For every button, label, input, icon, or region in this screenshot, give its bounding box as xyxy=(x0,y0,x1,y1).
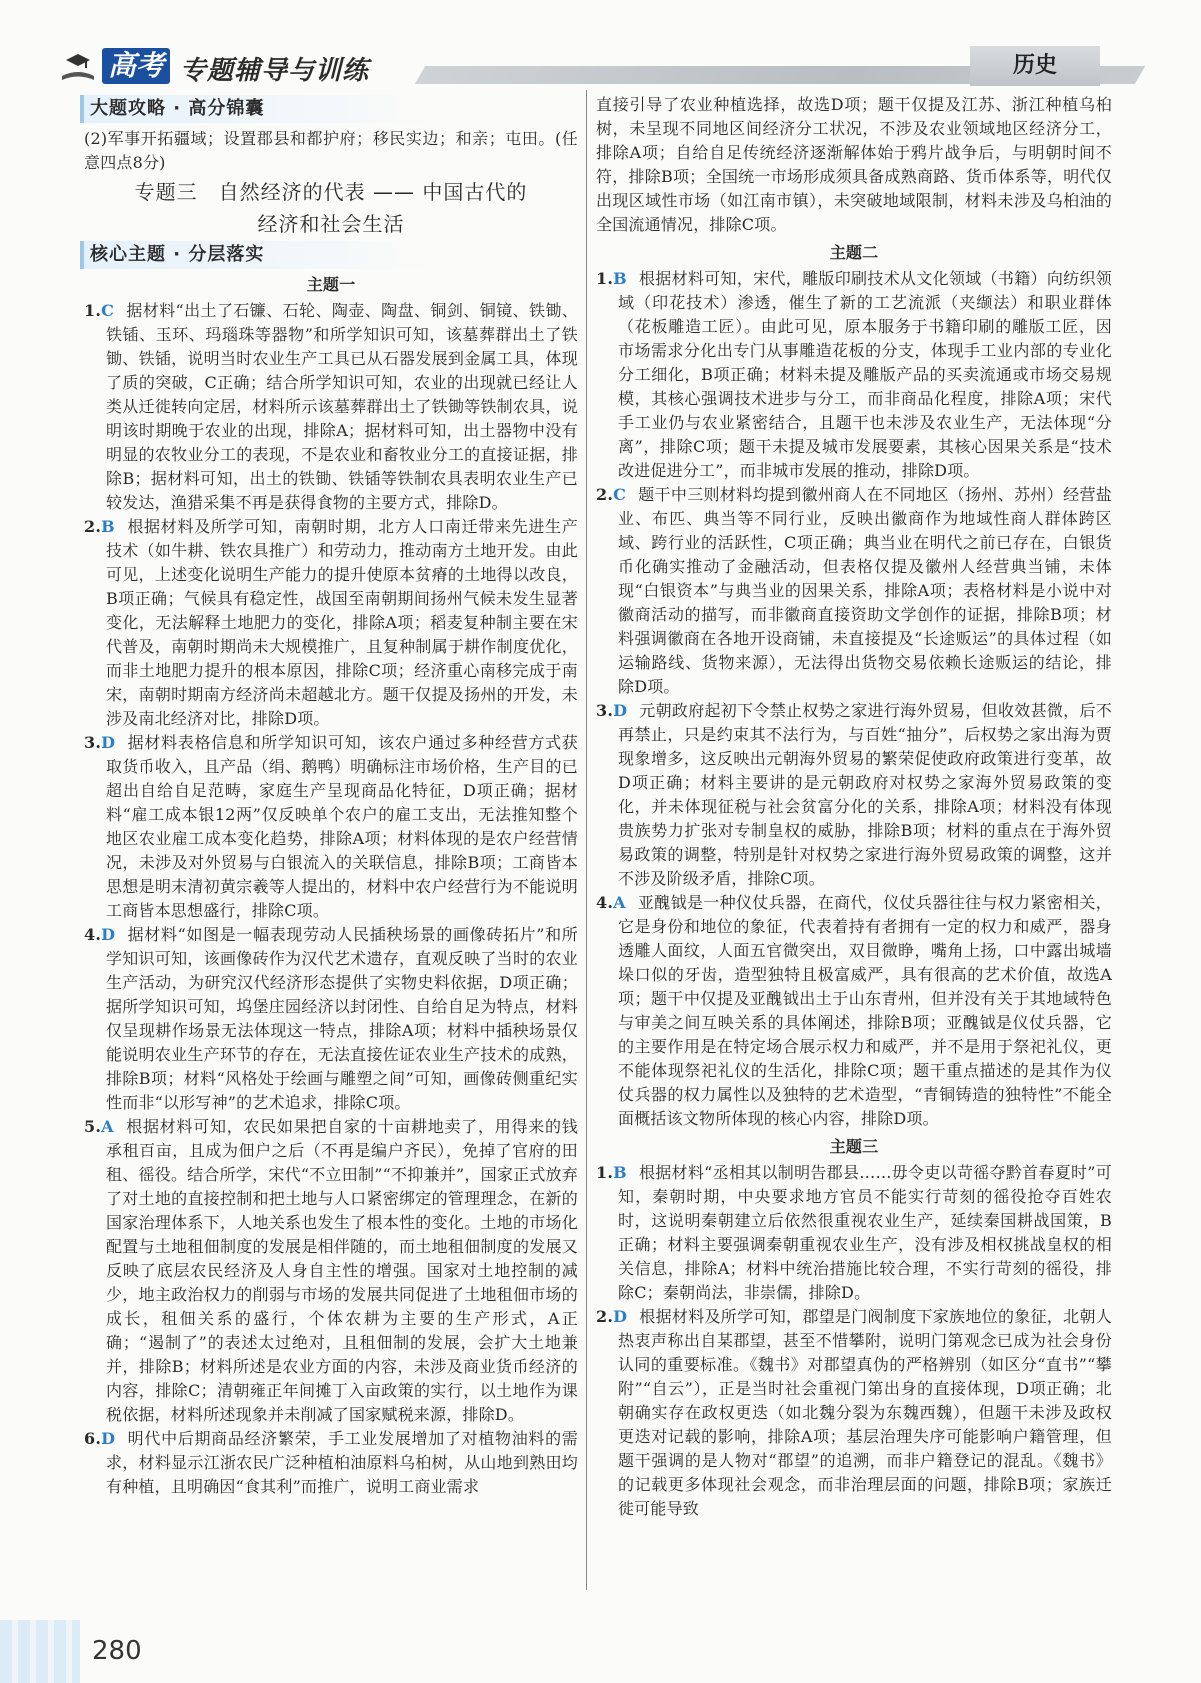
item-number: 1. xyxy=(596,1163,614,1182)
theme-heading: 主题三 xyxy=(829,1137,879,1156)
left-column xyxy=(84,93,578,1499)
item-number: 5. xyxy=(84,1117,102,1136)
answer-letter: D xyxy=(101,925,116,944)
section-heading-core: 核心主题 · 分层落实 xyxy=(80,241,578,269)
item-number: 4. xyxy=(84,925,102,944)
answer-letter: D xyxy=(613,1307,628,1326)
answer-letter: D xyxy=(613,701,628,720)
book-logo-icon xyxy=(60,46,96,82)
item-number: 2. xyxy=(84,517,102,536)
item-number: 1. xyxy=(84,301,102,320)
right-column xyxy=(596,93,1112,1521)
item-number: 6. xyxy=(84,1429,102,1448)
corner-decoration xyxy=(0,1620,80,1683)
answer-text: (2)军事开拓疆域；设置郡县和都护府；移民实边；和亲；屯田。(任意四点8分) xyxy=(84,129,578,172)
answer-letter: A xyxy=(101,1117,114,1136)
item-number: 2. xyxy=(596,1307,614,1326)
answer-letter: B xyxy=(101,517,115,536)
theme1-list xyxy=(84,299,578,1499)
answer-letter: B xyxy=(613,1163,627,1182)
answer-item xyxy=(84,515,578,731)
continued-text: 直接引导了农业种植选择，故选D项；题干仅提及江苏、浙江种植乌桕树，未呈现不同地区间经济分工状况，不涉及农业领域地区经济分工，排除A项；自给自足传统经济逐渐解体始于鸦片战争后，与明朝时间不符，排除B项；全国统一市场形成须具备成熟商路、货币体系等，明代仅出现区域性市场（如江南市镇），未突破地域限制，材料未涉及乌桕油的全国流通情况，排除C项。 xyxy=(596,95,1112,234)
theme-heading: 主题一 xyxy=(306,275,356,294)
answer-item xyxy=(84,1427,578,1499)
item-number: 3. xyxy=(596,701,614,720)
explanation-text: 元朝政府起初下令禁止权势之家进行海外贸易，但收效甚微，后不再禁止，只是约束其不法行为，与百姓“抽分”，后权势之家出海为贾现象增多，这反映出元朝海外贸易的繁荣促使政府政策进行变革，故D项正确；材料主要讲的是元朝政府对权势之家海外贸易政策的变化，并未体现征税与社会贫富分化的关系，排除A项；材料没有体现贵族势力扩张对专制皇权的威胁，排除B项；材料的重点在于海外贸易政策的调整，特别是针对权势之家进行海外贸易政策的调整，这并不涉及阶级矛盾，排除C项。 xyxy=(618,701,1112,888)
explanation-text: 亚醜钺是一种仪仗兵器，在商代，仪仗兵器往往与权力紧密相关，它是身份和地位的象征，代表着持有者拥有一定的权力和威严，器身透雕人面纹，人面五官微突出，双目微睁，嘴角上扬，口中露出城墙垛口似的牙齿，造型独特且极富威严，具有很高的艺术价值，故选A项；题干中仅提及亚醜钺出土于山东青州，但并没有关于其地域特色与审美之间互映关系的具体阐述，排除B项；亚醜钺是仪仗兵器，它的主要作用是在特定场合展示权力和威严，并不是用于祭祀礼仪，更不能体现祭祀礼仪的生活化，排除C项；题干重点描述的是其作为仪仗兵器的权力属性以及独特的艺术造型，“青铜铸造的独特性”不能全面概括该文物所体现的核心内容，排除D项。 xyxy=(618,893,1112,1128)
item-number: 2. xyxy=(596,485,614,504)
answer-letter: B xyxy=(613,269,627,288)
page-number: 280 xyxy=(92,1636,142,1666)
explanation-text: 据材料“如图是一幅表现劳动人民插秧场景的画像砖拓片”和所学知识可知，该画像砖作为汉代艺术遗存，直观反映了当时的农业生产活动，为研究汉代经济形态提供了实物史料依据，D项正确；据所学知识可知，坞堡庄园经济以封闭性、自给自足为特点，材料仅呈现耕作场景无法体现这一特点，排除A项；材料中插秧场景仅能说明农业生产环节的存在，无法直接佐证农业生产技术的成熟，排除B项；材料“风格处于绘画与雕塑之间”可知，画像砖侧重纪实性而非“以形写神”的艺术追求，排除C项。 xyxy=(106,925,578,1112)
answer-item xyxy=(84,731,578,923)
topic-title-line2: 经济和社会生活 xyxy=(257,212,405,236)
item-number: 4. xyxy=(596,893,614,912)
answer-item xyxy=(596,483,1112,699)
explanation-text: 明代中后期商品经济繁荣，手工业发展增加了对植物油料的需求，材料显示江浙农民广泛种植桕油原料乌桕树，从山地到熟田均有种植，且明确因“食其利”而推广，说明工商业需求 xyxy=(106,1429,578,1496)
answer-letter: D xyxy=(101,733,116,752)
explanation-text: 据材料“出土了石镰、石轮、陶壶、陶盘、铜剑、铜镜、铁锄、铁锸、玉环、玛瑙珠等器物”和所学知识可知，该墓葬群出土了铁锄、铁锸，说明当时农业生产工具已从石器发展到金属工具，体现了质的突破，C正确；结合所学知识可知，农业的出现就已经让人类从迁徙转向定居，材料所示该墓葬群出土了铁锄等铁制农具，说明该时期晚于农业的出现，排除A；据材料可知，出土器物中没有明显的农牧业分工的表现，不是农业和畜牧业分工的直接证据，排除B；据材料可知，出土的铁锄、铁锸等铁制农具表明农业生产已较发达，渔猎采集不再是获得食物的主要方式，排除D。 xyxy=(106,301,578,512)
answer-letter: A xyxy=(613,893,626,912)
explanation-text: 根据材料及所学可知，南朝时期，北方人口南迁带来先进生产技术（如牛耕、铁农具推广）和劳动力，推动南方土地开发。由此可见，上述变化说明生产能力的提升使原本贫瘠的土地得以改良，B项正确；气候具有稳定性，战国至南朝期间扬州气候未发生显著变化，无法解释土地肥力的变化，排除A项；稻麦复种制主要在宋代普及，南朝时期尚未大规模推广，且复种制属于耕作制度优化，而非土地肥力提升的根本原因，排除C项；经济重心南移完成于南宋，南朝时期南方经济尚未超越北方。题干仅提及扬州的开发，未涉及南北经济对比，排除D项。 xyxy=(106,517,578,728)
answer-letter: D xyxy=(101,1429,116,1448)
explanation-text: 题干中三则材料均提到徽州商人在不同地区（扬州、苏州）经营盐业、布匹、典当等不同行业，反映出徽商作为地域性商人群体跨区域、跨行业的活跃性，C项正确；典当业在明代之前已存在，白银货币化确实推动了金融活动，但表格仅提及徽州人经营典当铺，未体现“白银资本”与典当业的因果关系，排除A项；表格材料是小说中对徽商活动的描写，而非徽商直接资助文学创作的证据，排除B项；材料强调徽商在各地开设商铺，未直接提及“长途贩运”的具体过程（如运输路线、货物来源），无法得出货物交易依赖长途贩运的结论，排除D项。 xyxy=(618,485,1112,696)
answer-item xyxy=(596,1161,1112,1305)
answer-item xyxy=(84,299,578,515)
answer-item xyxy=(596,891,1112,1131)
theme2-list xyxy=(596,267,1112,1131)
item-number: 1. xyxy=(596,269,614,288)
theme3-list xyxy=(596,1161,1112,1521)
section-heading-strategy: 大题攻略 · 高分锦囊 xyxy=(80,95,578,123)
explanation-text: 根据材料可知，农民如果把自家的十亩耕地卖了，用得来的钱承租百亩，且成为佃户之后（不再是编户齐民），免掉了官府的田租、徭役。结合所学，宋代“不立田制”“不抑兼并”，国家正式放弃了对土地的直接控制和把土地与人口紧密绑定的管理理念，在新的国家治理体系下，人地关系也发生了根本性的变化。土地的市场化配置与土地租佃制度的发展是相伴随的，而土地租佃制度的发展又反映了底层农民经济及人身自主性的增强。国家对土地控制的减少，地主政治权力的削弱与市场的发展共同促进了土地租佃市场的成长，租佃关系的盛行，个体农耕为主要的生产形式，A正确；“遏制了”的表述太过绝对，且租佃制的发展，会扩大土地兼并，排除B；材料所述是农业方面的内容，未涉及商业货币经济的内容，排除C；清朝雍正年间摊丁入亩政策的实行，以土地作为课税依据，材料所述现象并未削减了国家赋税来源，排除D。 xyxy=(106,1117,578,1424)
logo-main: 高考 xyxy=(102,48,170,84)
page-header xyxy=(60,38,1140,86)
explanation-text: 根据材料可知，宋代，雕版印刷技术从文化领域（书籍）向纺织领域（印花技术）渗透，催生了新的工艺流派（夹缬法）和职业群体（花板雕造工匠）。由此可见，原本服务于书籍印刷的雕版工匠，因市场需求分化出专门从事雕造花板的分支，体现手工业内部的专业化分工细化，B项正确；材料未提及雕版产品的买卖流通或市场交易规模，其核心强调技术进步与分工，而非商品化程度，排除A项；宋代手工业仍与农业紧密结合，且题干也未涉及农业生产，无法体现“分离”，排除C项；题干未提及城市发展要素，其核心因果关系是“技术改进促进分工”，而非城市发展的推动，排除D项。 xyxy=(618,269,1112,480)
answer-letter: C xyxy=(613,485,627,504)
topic-title-line1: 专题三 自然经济的代表 —— 中国古代的 xyxy=(134,180,528,204)
answer-item xyxy=(84,1115,578,1427)
answer-item xyxy=(84,923,578,1115)
theme-heading: 主题二 xyxy=(829,243,879,262)
answer-item xyxy=(596,699,1112,891)
answer-letter: C xyxy=(101,301,115,320)
column-divider xyxy=(586,90,587,1590)
explanation-text: 据材料表格信息和所学知识可知，该农户通过多种经营方式获取货币收入，且产品（绢、鹅鸭）明确标注市场价格，生产目的已超出自给自足范畴，家庭生产呈现商品化特征，D项正确；据材料“雇工成本银12两”仅反映单个农户的雇工支出，无法推知整个地区农业雇工成本变化趋势，排除A项；材料体现的是农户经营情况，未涉及对外贸易与白银流入的关联信息，排除B项；工商皆本思想是明末清初黄宗羲等人提出的，材料中农户经营行为不能说明工商皆本思想盛行，排除C项。 xyxy=(106,733,578,920)
explanation-text: 根据材料“丞相其以制明告郡县……毋令吏以苛徭夺黔首春夏时”可知，秦朝时期，中央要求地方官员不能实行苛刻的徭役抢夺百姓农时，这说明秦朝建立后依然很重视农业生产，延续秦国耕战国策，B正确；材料主要强调秦朝重视农业生产，没有涉及相权挑战皇权的相关信息，排除A；材料中统治措施比较合理，不实行苛刻的徭役，排除C；秦朝尚法，非崇儒，排除D。 xyxy=(618,1163,1112,1302)
answer-item xyxy=(596,267,1112,483)
logo-subtitle: 专题辅导与训练 xyxy=(180,56,370,86)
item-number: 3. xyxy=(84,733,102,752)
explanation-text: 根据材料及所学可知，郡望是门阀制度下家族地位的象征，北朝人热衷声称出自某郡望，甚至不惜攀附，说明门第观念已成为社会身份认同的重要标准。《魏书》对郡望真伪的严格辨别（如区分“直书”“攀附”“自云”），正是当时社会重视门第出身的直接体现，D项正确；北朝确实存在政权更迭（如北魏分裂为东魏西魏），但题干未涉及政权更迭对记载的影响，排除A项；基层治理失序可能影响户籍管理，但题干强调的是人物对“郡望”的追溯，而非户籍登记的混乱。《魏书》的记载更多体现社会观念，而非治理层面的问题，排除B项；家族迁徙可能导致 xyxy=(618,1307,1112,1518)
subject-tab: 历史 xyxy=(970,46,1100,86)
answer-item xyxy=(596,1305,1112,1521)
